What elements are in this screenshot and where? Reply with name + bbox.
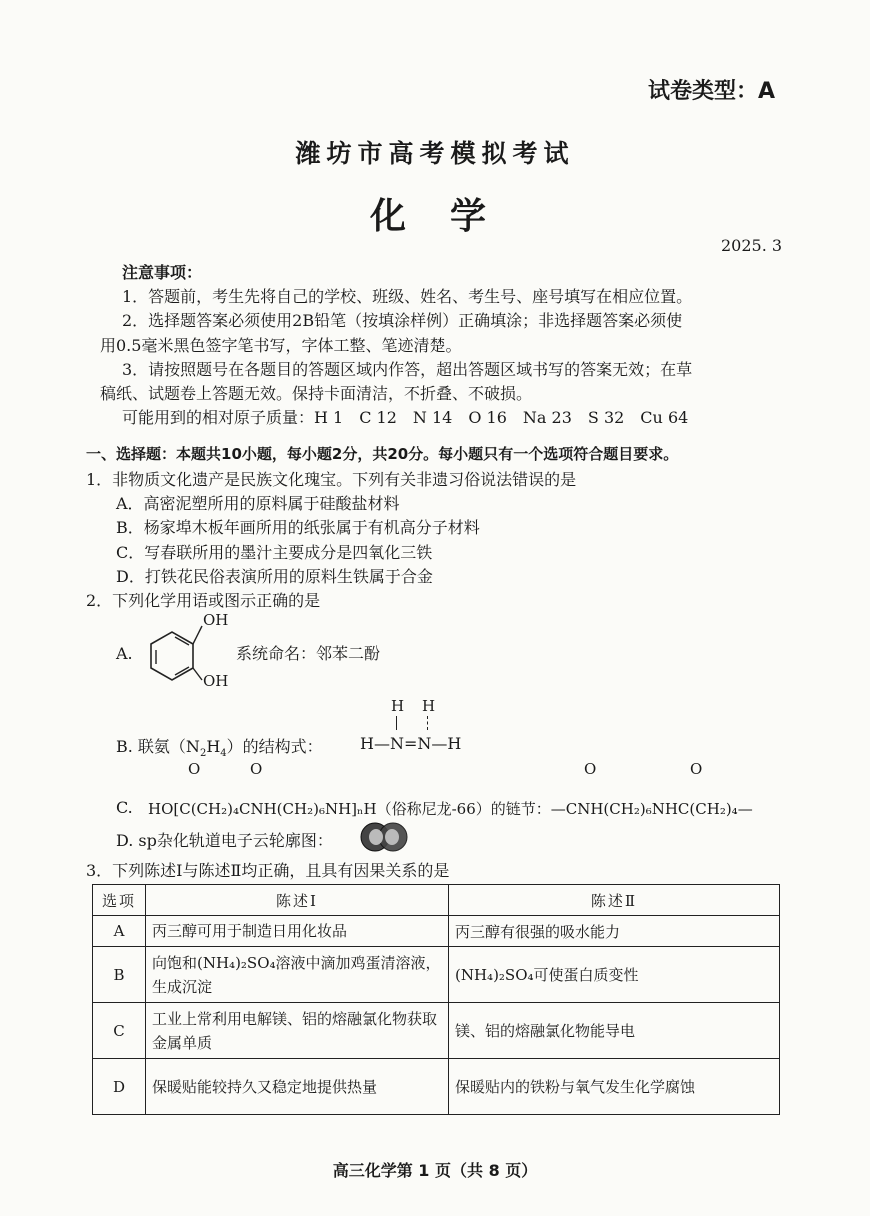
q2-b-h1: H	[391, 697, 405, 715]
paper-type: 试卷类型：A	[648, 79, 776, 104]
q2-c-formula: HO[C(CH₂)₄CNH(CH₂)₆NH]ₙH（俗称尼龙-66）的链节：—CNH(CH₂)₆NHC(CH₂)₄—	[148, 800, 753, 818]
q2-c-label: C.	[116, 798, 133, 817]
row-key: B	[93, 947, 146, 1003]
q1-option-c: C．写春联所用的墨汁主要成分是四氧化三铁	[116, 543, 433, 562]
q2-c-o4: O	[690, 760, 703, 778]
q2-c-o3: O	[584, 760, 597, 778]
sp-orbital-diagram	[358, 820, 410, 854]
atomic-masses: 可能用到的相对原子质量：H 1 C 12 N 14 O 16 Na 23 S 32 Cu 64	[122, 408, 689, 427]
page-footer: 高三化学第 1 页（共 8 页）	[332, 1161, 538, 1180]
orbital-inner-left	[369, 829, 383, 845]
row-statement-2: 丙三醇有很强的吸水能力	[449, 916, 780, 947]
row-statement-2: 镁、铝的熔融氯化物能导电	[449, 1003, 780, 1059]
notice-item-2-cont: 用0.5毫米黑色签字笔书写，字体工整、笔迹清楚。	[100, 336, 462, 355]
exam-title: 潍坊市高考模拟考试	[295, 139, 575, 168]
orbital-inner-right	[385, 829, 399, 845]
row-statement-1: 向饱和(NH₄)₂SO₄溶液中滴加鸡蛋清溶液，生成沉淀	[146, 947, 449, 1003]
table-row	[93, 1059, 780, 1115]
q2-c-o1: O	[188, 760, 201, 778]
oh-bond-bottom	[193, 668, 202, 680]
bond-line-2	[427, 716, 429, 730]
table-row	[93, 947, 780, 1003]
notice-item-2: 2．选择题答案必须使用2B铅笔（按填涂样例）正确填涂；非选择题答案必须使	[122, 311, 683, 330]
q2-b-formula: H—N=N—H	[360, 734, 462, 753]
row-statement-2: (NH₄)₂SO₄可使蛋白质变性	[449, 947, 780, 1003]
q2-a-oh-top: OH	[203, 611, 229, 629]
oh-bond-top	[193, 626, 202, 644]
q2-b-text-1: B. 联氨（N	[116, 737, 200, 756]
notice-title: 注意事项：	[122, 263, 203, 282]
q1-stem: 1．非物质文化遗产是民族文化瑰宝。下列有关非遗习俗说法错误的是	[86, 470, 577, 489]
subject-title: 化学	[369, 196, 530, 237]
bond-line-1	[396, 716, 397, 730]
table-row	[93, 916, 780, 947]
notice-item-3-cont: 稿纸、试题卷上答题无效。保持卡面清洁，不折叠、不破损。	[100, 384, 533, 403]
q1-option-d: D．打铁花民俗表演所用的原料生铁属于合金	[116, 567, 433, 586]
notice-item-3: 3．请按照题号在各题目的答题区域内作答，超出答题区域书写的答案无效；在草	[122, 360, 693, 379]
q2-a-label: A.	[116, 644, 133, 663]
row-key: A	[93, 916, 146, 947]
col-header-statement-2: 陈述Ⅱ	[449, 885, 780, 916]
notice-item-1: 1．答题前，考生先将自己的学校、班级、姓名、考生号、座号填写在相应位置。	[122, 287, 693, 306]
q3-stem: 3．下列陈述Ⅰ与陈述Ⅱ均正确，且具有因果关系的是	[86, 861, 450, 880]
table-row	[93, 1003, 780, 1059]
q1-option-b: B．杨家埠木板年画所用的纸张属于有机高分子材料	[116, 518, 480, 537]
row-key: D	[93, 1059, 146, 1115]
table-header-row	[93, 885, 780, 916]
statement-table	[92, 884, 780, 1115]
q2-c-o2: O	[250, 760, 263, 778]
exam-date: 2025. 3	[721, 236, 783, 255]
benzene-ring	[151, 632, 193, 680]
q2-b-h2: H	[422, 697, 436, 715]
row-statement-1: 保暖贴能较持久又稳定地提供热量	[146, 1059, 449, 1115]
row-key: C	[93, 1003, 146, 1059]
col-header-statement-1: 陈述Ⅰ	[146, 885, 449, 916]
q2-d-text: D. sp杂化轨道电子云轮廓图：	[116, 831, 333, 850]
section-1-heading: 一、选择题：本题共10小题，每小题2分，共20分。每小题只有一个选项符合题目要求。	[86, 445, 679, 463]
q2-b-label: B. 联氨$(N_2H_4)$的结构式：	[116, 737, 323, 760]
q2-a-text: 系统命名：邻苯二酚	[236, 644, 381, 663]
q1-option-a: A．高密泥塑所用的原料属于硅酸盐材料	[116, 494, 400, 513]
q2-stem: 2．下列化学用语或图示正确的是	[86, 591, 321, 610]
row-statement-1: 工业上常利用电解镁、铝的熔融氯化物获取金属单质	[146, 1003, 449, 1059]
row-statement-2: 保暖贴内的铁粉与氧气发生化学腐蚀	[449, 1059, 780, 1115]
q2-b-text-3: ）的结构式：	[226, 737, 323, 756]
row-statement-1: 丙三醇可用于制造日用化妆品	[146, 916, 449, 947]
q2-b-text-2: H	[206, 737, 221, 756]
q2-a-oh-bottom: OH	[203, 672, 229, 690]
col-header-option: 选项	[93, 885, 146, 916]
